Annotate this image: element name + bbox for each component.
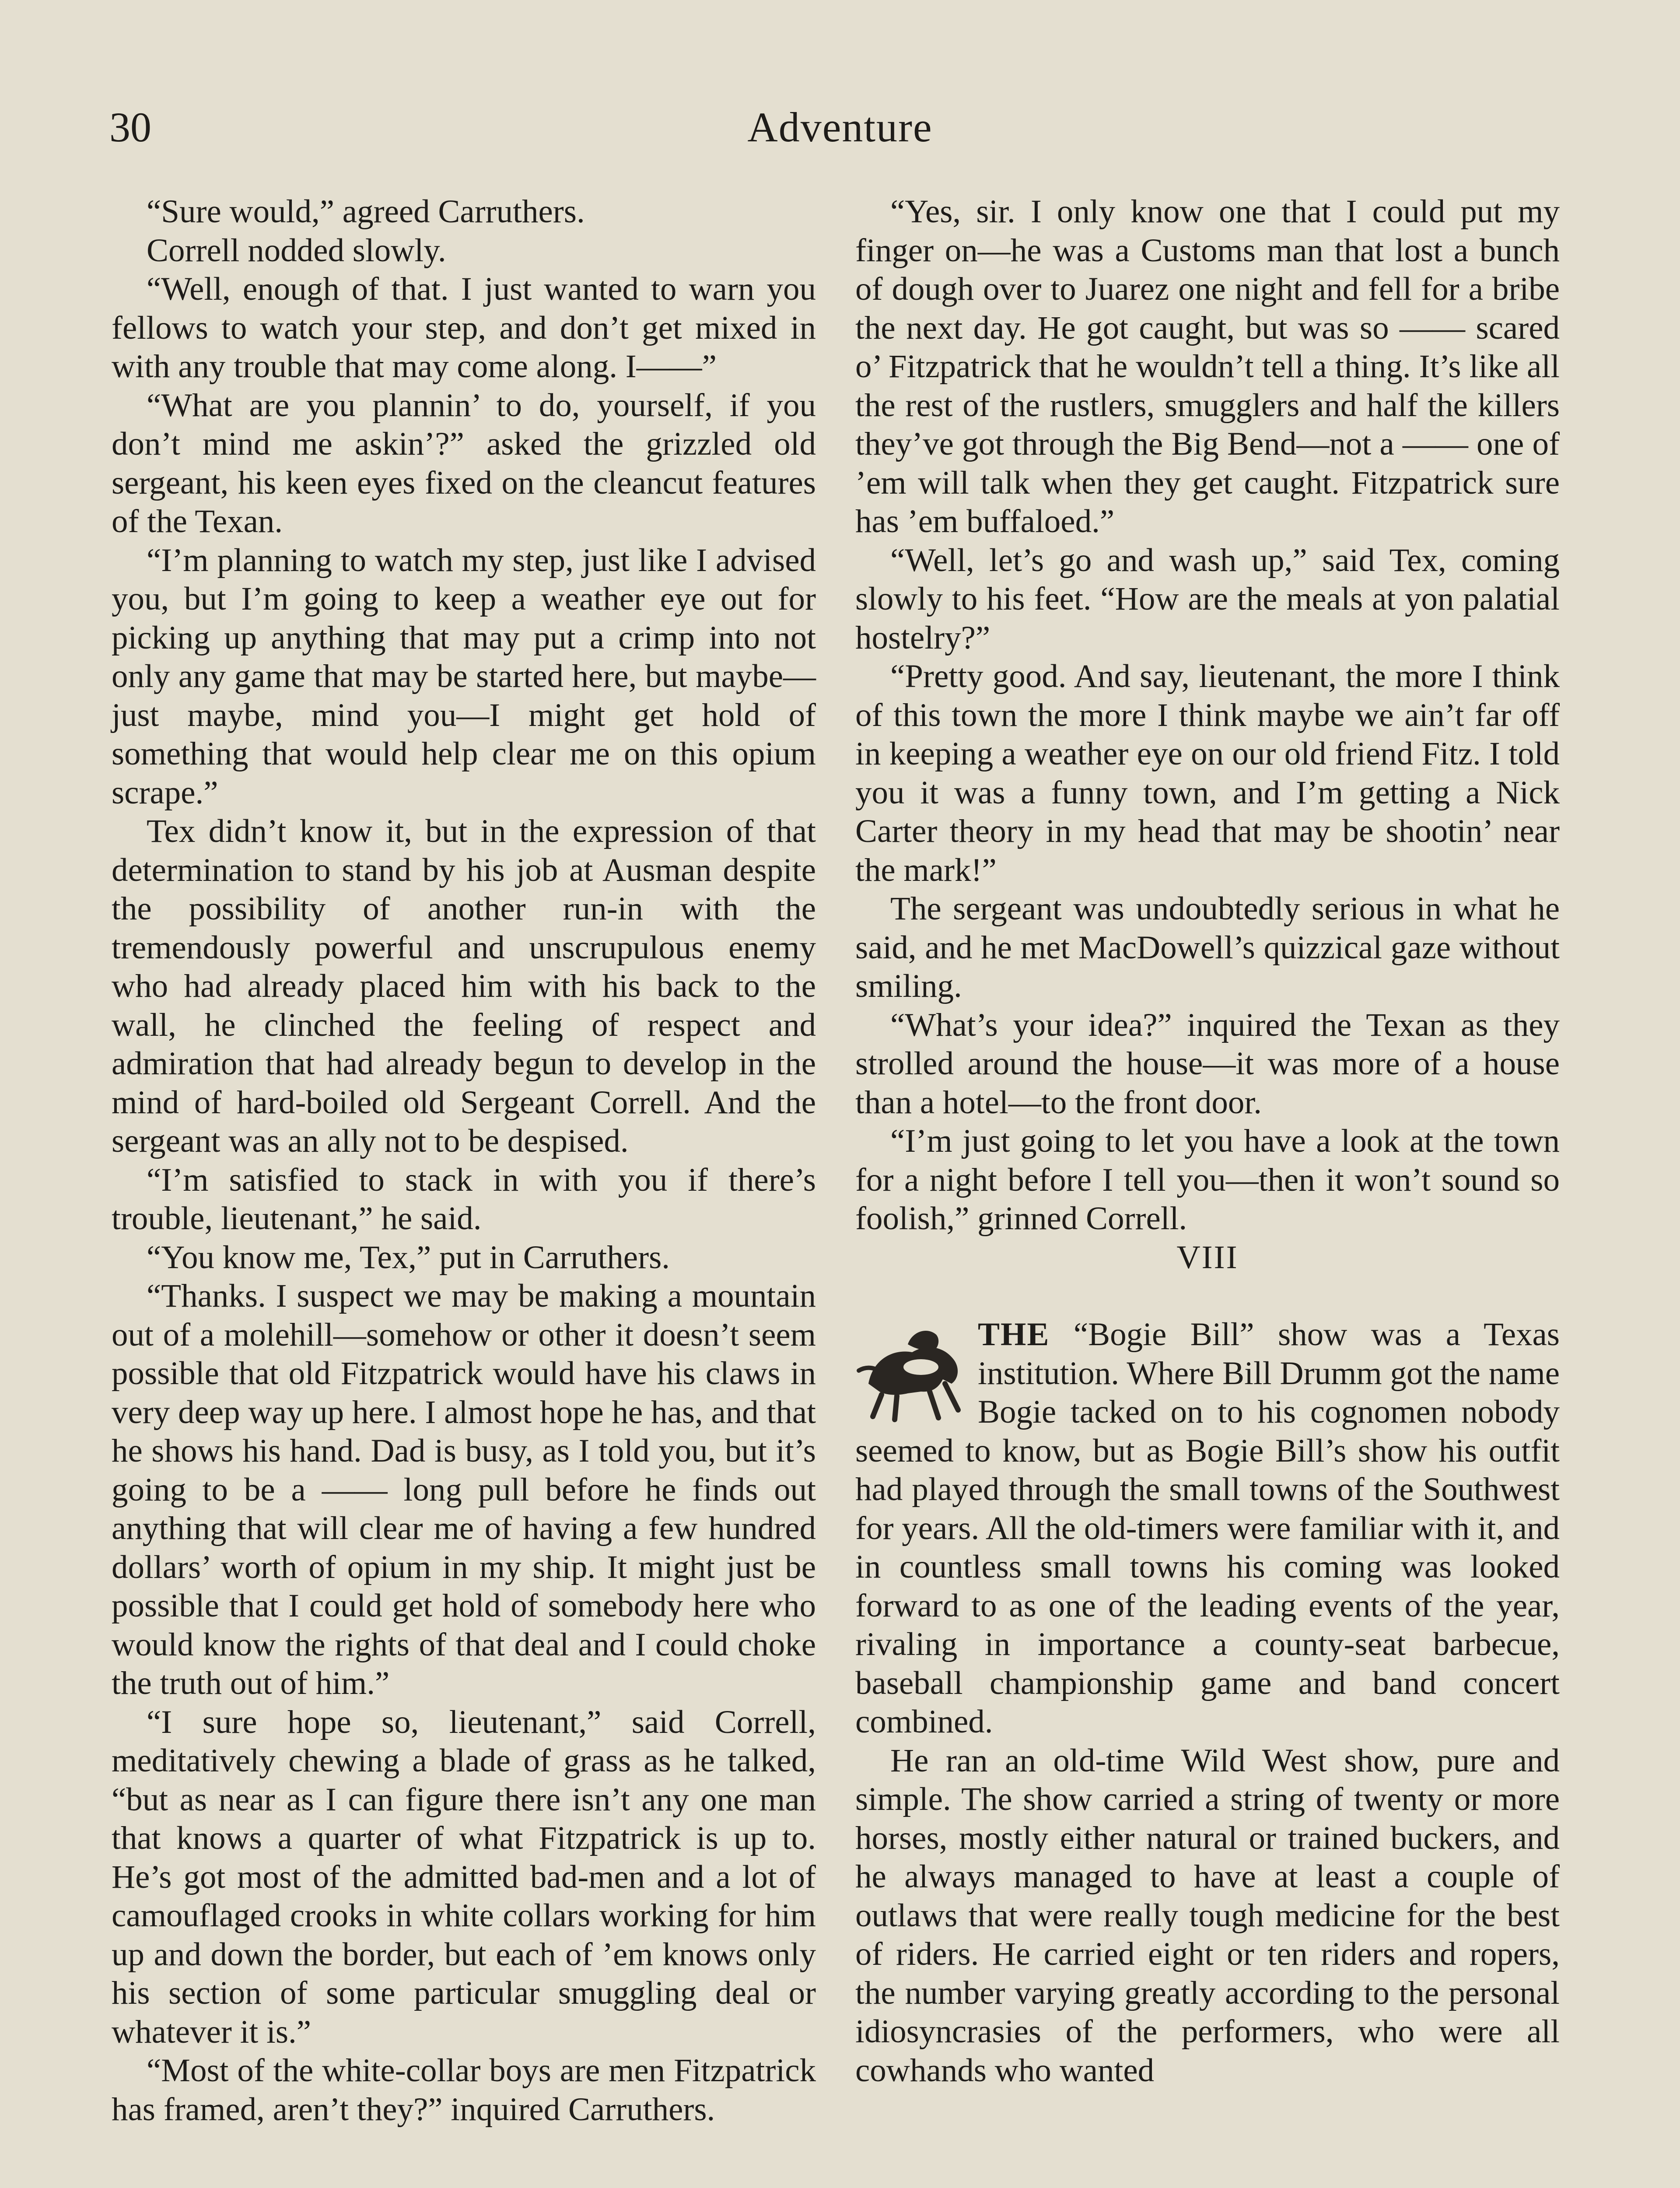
section-opening-paragraph [855,1315,1560,1742]
paragraph: The sergeant was undoubtedly serious in what he said, and he met MacDowell’s quizzical gaze without smiling. [855,891,1560,1004]
paragraph: “What are you plannin’ to do, yourself, if you don’t mind me askin’?” asked the grizzled old sergeant, his keen eyes fixed on the cleancut features of the Texan. [112,387,816,540]
horse-rider-illustration-icon [855,1318,969,1423]
left-column [112,193,816,2129]
paragraph: “What’s your idea?” inquired the Texan as they strolled around the house—it was more of a house than a hotel—to the front door. [855,1006,1560,1121]
paragraph: “I’m just going to let you have a look at the town for a night before I tell you—then it won’t sound so foolish,” grinned Correll. [855,1123,1560,1237]
paragraph: “Sure would,” agreed Carruthers. [147,193,585,230]
paragraph: “Pretty good. And say, lieutenant, the more I think of this town the more I think maybe we ain’t far off in keeping a weather eye on our old friend Fitz. I told you it was a funny town, and I’m getting a Nick Carter theory in my head that may be shootin’ near the mark!” [855,658,1560,888]
page-number: 30 [109,104,151,151]
running-head: Adventure [747,104,933,151]
paragraph: “Well, enough of that. I just wanted to warn you fellows to watch your step, and don’t get mixed in with any trouble that may come along. I——” [112,271,816,385]
paragraph: “Well, let’s go and wash up,” said Tex, coming slowly to his feet. “How are the meals at yon palatial hostelry?” [855,542,1560,656]
section-lead-text: “Bogie Bill” show was a Texas institution. Where Bill Drumm got the name Bogie tacked on to his cognomen nobody seemed to know, but as Bogie Bill’s show his outfit had played through the small towns of the Southwest for years. All the old-timers were familiar with it, and in countless small towns his coming was looked forward to as one of the leading events of the year, rivaling in importance a county-seat barbecue, baseball championship game and band concert combined. [855,1316,1560,1740]
paragraph: “I’m planning to watch my step, just like I advised you, but I’m going to keep a weather eye out for picking up anything that may put a crimp into not only any game that may be started here, but maybe—just maybe, mind you—I might get hold of something that would help clear me on this opium scrape.” [112,542,816,811]
paragraph: “I’m satisfied to stack in with you if there’s trouble, lieutenant,” he said. [112,1161,816,1237]
paragraph: Correll nodded slowly. [147,232,446,269]
paragraph: “You know me, Tex,” put in Carruthers. [147,1239,670,1276]
paragraph: He ran an old-time Wild West show, pure and simple. The show carried a string of twenty or more horses, mostly either natural or trained buckers, and he always managed to have at least a couple of outlaws that were really tough medicine for the best of riders. He carried eight or ten riders and ropers, the number varying greatly according to the personal idiosyncrasies of the performers, who were all cowhands who wanted [855,1742,1560,2089]
section-heading: VIII [1176,1239,1239,1276]
paragraph: “I sure hope so, lieutenant,” said Correll, meditatively chewing a blade of grass as he talked, “but as near as I can figure there isn’t any one man that knows a quarter of what Fitzpatrick is up to. He’s got most of the admitted bad-men and a lot of camouflaged crooks in white collars working for him up and down the border, but each of ’em knows only his section of some particular smuggling deal or whatever it is.” [112,1704,816,2050]
right-column [855,193,1560,2090]
page-header [109,94,1571,155]
paragraph: “Thanks. I suspect we may be making a mountain out of a molehill—somehow or other it doesn’t seem possible that old Fitzpatrick would have his claws in very deep way up here. I almost hope he has, and that he shows his hand. Dad is busy, as I told you, but it’s going to be a —— long pull before he finds out anything that will clear me of having a few hundred dollars’ worth of opium in my ship. It might just be possible that I could get hold of somebody here who would know the rights of that deal and I could choke the truth out of him.” [112,1278,816,1701]
paragraph: Tex didn’t know it, but in the expression of that determination to stand by his job at Ausman despite the possibility of another run-in with the tremendously powerful and unscrupulous enemy who had already placed him with his back to the wall, he clinched the feeling of respect and admiration that had already begun to develop in the mind of hard-boiled old Sergeant Correll. And the sergeant was an ally not to be despised. [112,813,816,1159]
paragraph: “Most of the white-collar boys are men Fitzpatrick has framed, aren’t they?” inquired Carruthers. [112,2052,816,2128]
section-lead-word: THE [978,1316,1050,1353]
paragraph: “Yes, sir. I only know one that I could put my finger on—he was a Customs man that lost a bunch of dough over to Juarez one night and fell for a bribe the next day. He got caught, but was so —— scared o’ Fitzpatrick that he wouldn’t tell a thing. It’s like all the rest of the rustlers, smugglers and half the killers they’ve got through the Big Bend—not a —— one of ’em will talk when they get caught. Fitzpatrick sure has ’em buffaloed.” [855,193,1560,540]
